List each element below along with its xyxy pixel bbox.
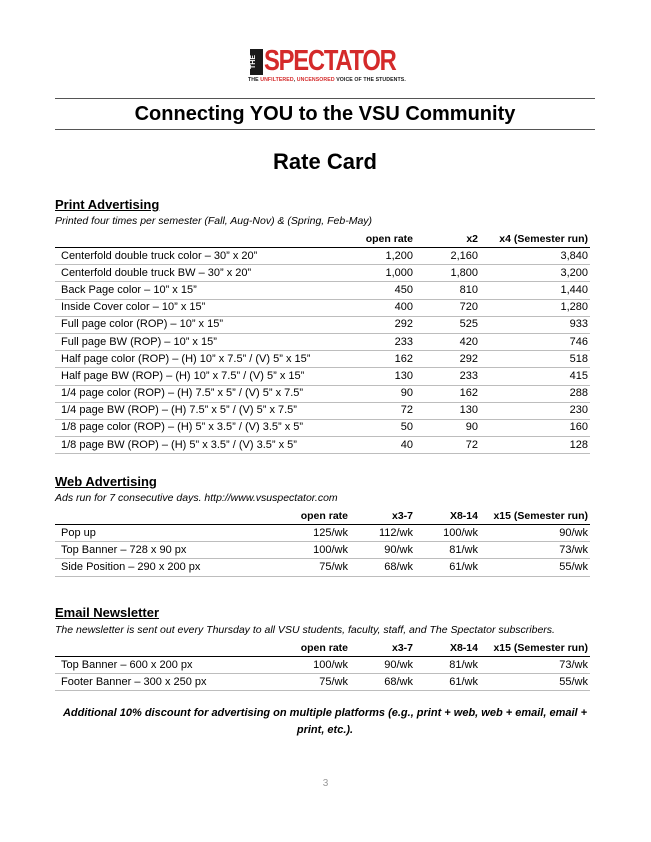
email-column-header: x3-7 — [350, 640, 415, 657]
logo-tagline: THE UNFILTERED, UNCENSORED VOICE OF THE STUDENTS. — [248, 77, 406, 83]
rate-cell: 55/wk — [480, 674, 590, 691]
rate-cell: 90 — [415, 419, 480, 436]
ad-type-label: Footer Banner – 300 x 250 px — [55, 674, 280, 691]
rate-cell: 746 — [480, 333, 590, 350]
print-rate-table — [55, 231, 590, 454]
ad-type-label: Back Page color – 10” x 15” — [55, 282, 355, 299]
ad-type-label: Half page color (ROP) – (H) 10” x 7.5” / (V) 5” x 15” — [55, 351, 355, 368]
print-column-header — [55, 231, 355, 248]
table-row — [55, 282, 590, 299]
table-row — [55, 299, 590, 316]
table-row — [55, 316, 590, 333]
rate-cell: 81/wk — [415, 657, 480, 674]
table-row — [55, 657, 590, 674]
rate-cell: 3,200 — [480, 265, 590, 282]
web-column-header: X8-14 — [415, 508, 480, 525]
rate-cell: 75/wk — [280, 674, 350, 691]
rate-cell: 415 — [480, 368, 590, 385]
ad-type-label: Full page BW (ROP) – 10” x 15” — [55, 333, 355, 350]
rate-cell: 420 — [415, 333, 480, 350]
ad-type-label: Pop up — [55, 525, 280, 542]
rate-cell: 50 — [355, 419, 415, 436]
web-column-header: open rate — [280, 508, 350, 525]
multi-platform-discount-note: Additional 10% discount for advertising on multiple platforms (e.g., print + web, web + email, email + print, etc.). — [62, 707, 588, 736]
ad-type-label: Inside Cover color – 10” x 15” — [55, 299, 355, 316]
rate-cell: 55/wk — [480, 559, 590, 576]
print-column-header: x4 (Semester run) — [480, 231, 590, 248]
table-row — [55, 525, 590, 542]
page-number: 3 — [322, 778, 329, 789]
rate-cell: 1,000 — [355, 265, 415, 282]
logo-the-text: THE — [250, 49, 263, 75]
ad-type-label: Half page BW (ROP) – (H) 10” x 7.5” / (V) 5” x 15” — [55, 368, 355, 385]
rate-cell: 1,200 — [355, 248, 415, 265]
web-rate-table — [55, 508, 590, 577]
rate-cell: 90/wk — [350, 542, 415, 559]
rate-cell: 68/wk — [350, 674, 415, 691]
rate-cell: 233 — [355, 333, 415, 350]
rate-cell: 100/wk — [280, 657, 350, 674]
rate-cell: 160 — [480, 419, 590, 436]
table-row — [55, 402, 590, 419]
rate-cell: 75/wk — [280, 559, 350, 576]
print-section-note: Printed four times per semester (Fall, Aug-Nov) & (Spring, Feb-May) — [55, 215, 373, 227]
table-row — [55, 351, 590, 368]
rate-cell: 1,280 — [480, 299, 590, 316]
rate-cell: 61/wk — [415, 559, 480, 576]
logo-name-text: SPECTATOR — [264, 45, 396, 77]
headline: Connecting YOU to the VSU Community — [134, 103, 516, 125]
web-section-note: Ads run for 7 consecutive days. http://www.vsuspectator.com — [55, 492, 338, 504]
table-row — [55, 559, 590, 576]
table-row — [55, 674, 590, 691]
headline-bottom-rule — [55, 129, 595, 130]
ad-type-label: 1/8 page BW (ROP) – (H) 5” x 3.5” / (V) 3.5” x 5” — [55, 437, 355, 454]
ad-type-label: Full page color (ROP) – 10” x 15” — [55, 316, 355, 333]
rate-cell: 112/wk — [350, 525, 415, 542]
print-column-header: open rate — [355, 231, 415, 248]
rate-cell: 130 — [415, 402, 480, 419]
rate-cell: 90 — [355, 385, 415, 402]
rate-cell: 1,800 — [415, 265, 480, 282]
rate-cell: 233 — [415, 368, 480, 385]
rate-cell: 73/wk — [480, 657, 590, 674]
rate-cell: 1,440 — [480, 282, 590, 299]
rate-cell: 162 — [415, 385, 480, 402]
table-row — [55, 437, 590, 454]
rate-cell: 525 — [415, 316, 480, 333]
rate-cell: 518 — [480, 351, 590, 368]
rate-cell: 61/wk — [415, 674, 480, 691]
email-column-header: X8-14 — [415, 640, 480, 657]
headline-top-rule — [55, 98, 595, 99]
rate-cell: 68/wk — [350, 559, 415, 576]
ad-type-label: Top Banner – 728 x 90 px — [55, 542, 280, 559]
rate-cell: 90/wk — [480, 525, 590, 542]
table-row — [55, 368, 590, 385]
rate-cell: 400 — [355, 299, 415, 316]
ad-type-label: Centerfold double truck BW – 30” x 20” — [55, 265, 355, 282]
ad-type-label: 1/4 page BW (ROP) – (H) 7.5” x 5” / (V) 5” x 7.5” — [55, 402, 355, 419]
table-row — [55, 385, 590, 402]
table-row — [55, 542, 590, 559]
email-section-heading: Email Newsletter — [55, 605, 160, 620]
rate-cell: 810 — [415, 282, 480, 299]
print-column-header: x2 — [415, 231, 480, 248]
rate-cell: 933 — [480, 316, 590, 333]
rate-cell: 720 — [415, 299, 480, 316]
print-section-heading: Print Advertising — [55, 197, 160, 212]
rate-cell: 90/wk — [350, 657, 415, 674]
web-column-header: x3-7 — [350, 508, 415, 525]
table-row — [55, 333, 590, 350]
rate-cell: 450 — [355, 282, 415, 299]
rate-cell: 40 — [355, 437, 415, 454]
ad-type-label: 1/4 page color (ROP) – (H) 7.5” x 5” / (V) 5” x 7.5” — [55, 385, 355, 402]
rate-cell: 72 — [415, 437, 480, 454]
email-column-header: x15 (Semester run) — [480, 640, 590, 657]
rate-cell: 73/wk — [480, 542, 590, 559]
web-section-heading: Web Advertising — [55, 474, 157, 489]
ad-type-label: Centerfold double truck color – 30” x 20” — [55, 248, 355, 265]
ad-type-label: Top Banner – 600 x 200 px — [55, 657, 280, 674]
web-column-header: x15 (Semester run) — [480, 508, 590, 525]
email-column-header: open rate — [280, 640, 350, 657]
rate-cell: 230 — [480, 402, 590, 419]
rate-cell: 130 — [355, 368, 415, 385]
rate-cell: 128 — [480, 437, 590, 454]
rate-cell: 125/wk — [280, 525, 350, 542]
rate-cell: 2,160 — [415, 248, 480, 265]
table-row — [55, 419, 590, 436]
rate-cell: 81/wk — [415, 542, 480, 559]
ad-type-label: 1/8 page color (ROP) – (H) 5” x 3.5” / (V) 3.5” x 5” — [55, 419, 355, 436]
rate-cell: 292 — [355, 316, 415, 333]
page-title: Rate Card — [273, 149, 377, 174]
rate-cell: 292 — [415, 351, 480, 368]
ad-type-label: Side Position – 290 x 200 px — [55, 559, 280, 576]
rate-cell: 162 — [355, 351, 415, 368]
rate-cell: 3,840 — [480, 248, 590, 265]
rate-cell: 100/wk — [415, 525, 480, 542]
web-column-header — [55, 508, 280, 525]
spectator-logo — [248, 44, 408, 86]
table-row — [55, 265, 590, 282]
rate-cell: 288 — [480, 385, 590, 402]
email-rate-table — [55, 640, 590, 691]
email-section-note: The newsletter is sent out every Thursday to all VSU students, faculty, staff, and The Spectator subscribers. — [55, 624, 555, 636]
rate-cell: 100/wk — [280, 542, 350, 559]
email-column-header — [55, 640, 280, 657]
table-row — [55, 248, 590, 265]
rate-cell: 72 — [355, 402, 415, 419]
